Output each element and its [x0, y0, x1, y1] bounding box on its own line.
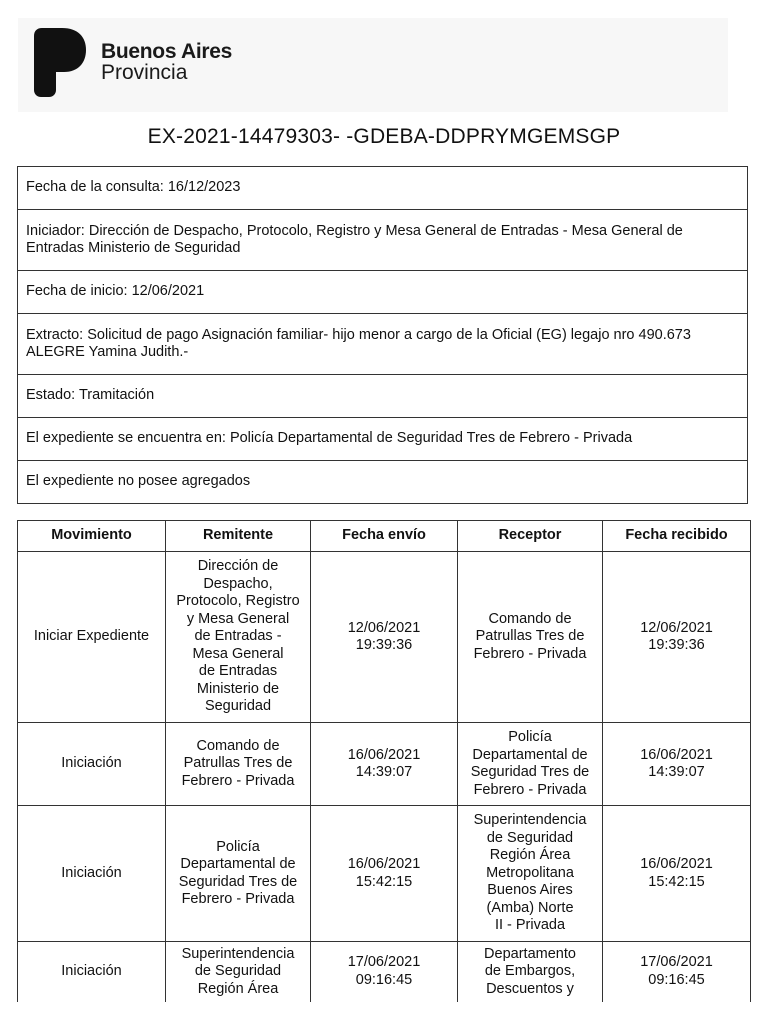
fecha-inicio-text: Fecha de inicio: 12/06/2021	[26, 283, 205, 300]
info-row-fecha-consulta	[18, 167, 747, 210]
table-row	[18, 942, 751, 1002]
cell-movimiento: Iniciación	[18, 723, 166, 806]
table-row	[18, 723, 751, 806]
logo	[34, 28, 274, 98]
buenos-aires-logo-icon	[34, 28, 88, 98]
agregados-text: El expediente no posee agregados	[26, 473, 251, 490]
cell-movimiento: Iniciar Expediente	[18, 552, 166, 723]
cell-fecha-envio: 16/06/2021 15:42:15	[311, 806, 458, 942]
header-remitente: Remitente	[166, 521, 311, 552]
brand-subtitle: Provincia	[101, 61, 188, 84]
info-row-ubicacion	[18, 418, 747, 461]
cell-remitente: Superintendencia de Seguridad Región Área	[166, 942, 311, 1002]
cell-fecha-envio: 12/06/2021 19:39:36	[311, 552, 458, 723]
cell-fecha-recibido: 16/06/2021 15:42:15	[603, 806, 751, 942]
info-row-iniciador	[18, 210, 747, 271]
cell-receptor: Comando de Patrullas Tres de Febrero - Privada	[458, 552, 603, 723]
header-fecha-envio: Fecha envío	[311, 521, 458, 552]
info-row-agregados	[18, 461, 747, 503]
table-row	[18, 806, 751, 942]
cell-fecha-recibido: 16/06/2021 14:39:07	[603, 723, 751, 806]
cell-remitente: Dirección de Despacho, Protocolo, Registro y Mesa General de Entradas - Mesa General de Entradas Ministerio de Seguridad	[166, 552, 311, 723]
cell-movimiento: Iniciación	[18, 806, 166, 942]
fecha-consulta-text: Fecha de la consulta: 16/12/2023	[26, 179, 241, 196]
header-fecha-recibido: Fecha recibido	[603, 521, 751, 552]
cell-remitente: Comando de Patrullas Tres de Febrero - Privada	[166, 723, 311, 806]
movements-table-body	[18, 552, 751, 1002]
cell-remitente: Policía Departamental de Seguridad Tres de Febrero - Privada	[166, 806, 311, 942]
info-row-extracto	[18, 314, 747, 375]
extracto-text: Extracto: Solicitud de pago Asignación familiar- hijo menor a cargo de la Oficial (EG) legajo nro 490.673 ALEGRE Yamina Judith.-	[26, 326, 695, 360]
cell-movimiento: Iniciación	[18, 942, 166, 1002]
cell-receptor: Superintendencia de Seguridad Región Área Metropolitana Buenos Aires (Amba) Norte II - Privada	[458, 806, 603, 942]
brand-name: Buenos Aires	[101, 40, 232, 63]
header-movimiento: Movimiento	[18, 521, 166, 552]
table-row	[18, 552, 751, 723]
info-row-estado	[18, 375, 747, 418]
info-row-fecha-inicio	[18, 271, 747, 314]
cell-fecha-recibido: 12/06/2021 19:39:36	[603, 552, 751, 723]
cell-receptor: Policía Departamental de Seguridad Tres de Febrero - Privada	[458, 723, 603, 806]
cell-fecha-envio: 17/06/2021 09:16:45	[311, 942, 458, 1002]
ubicacion-text: El expediente se encuentra en: Policía Departamental de Seguridad Tres de Febrero - Privada	[26, 430, 633, 447]
estado-text: Estado: Tramitación	[26, 387, 155, 404]
cell-fecha-recibido: 17/06/2021 09:16:45	[603, 942, 751, 1002]
page-title: EX-2021-14479303- -GDEBA-DDPRYMGEMSGP	[147, 125, 621, 148]
table-header-row	[18, 521, 751, 552]
info-box	[17, 166, 748, 504]
header-receptor: Receptor	[458, 521, 603, 552]
cell-fecha-envio: 16/06/2021 14:39:07	[311, 723, 458, 806]
cell-receptor: Departamento de Embargos, Descuentos y	[458, 942, 603, 1002]
movements-table	[17, 520, 751, 1002]
iniciador-text: Iniciador: Dirección de Despacho, Protocolo, Registro y Mesa General de Entradas - Mesa General de Entradas Ministerio de Seguridad	[26, 222, 687, 256]
